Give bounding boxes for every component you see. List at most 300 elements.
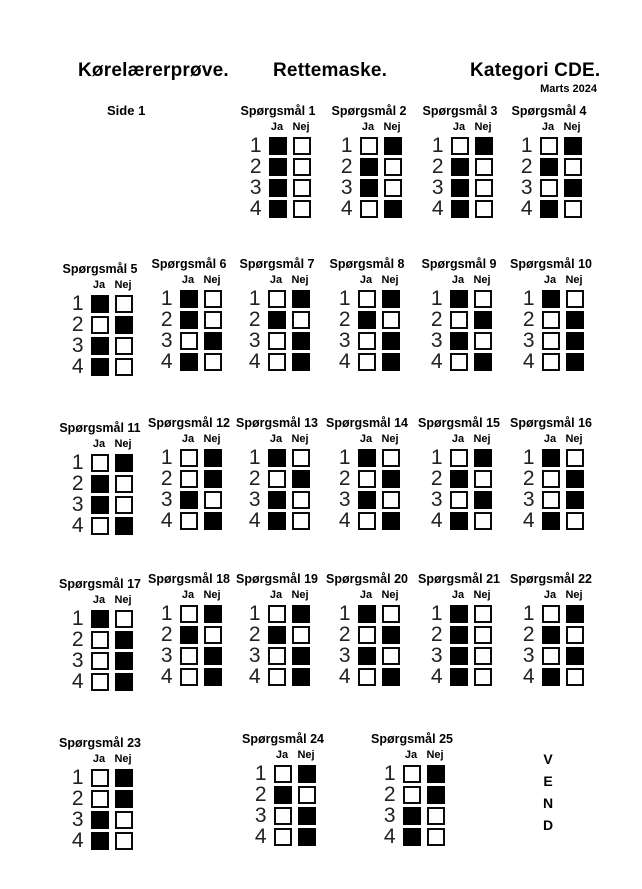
row-number: 2 [160,308,173,331]
row-number: 1 [430,602,443,625]
row-number: 4 [522,509,535,532]
ja-column-label: Ja [359,589,373,601]
row-number: 1 [430,446,443,469]
nej-checkbox [382,470,400,488]
ja-checkbox [180,470,198,488]
nej-checkbox [566,605,584,623]
answer-row [427,309,492,330]
answer-row [427,489,492,510]
ja-checkbox [91,496,109,514]
answer-rows [157,447,222,531]
row-number: 4 [71,670,84,693]
row-number: 2 [430,308,443,331]
nej-checkbox [564,200,582,218]
nej-column-label: Nej [473,589,491,601]
answer-row [157,309,222,330]
row-number: 4 [383,825,396,848]
row-number: 4 [249,197,262,220]
nej-checkbox [566,290,584,308]
ja-column-label: Ja [452,121,466,133]
question-block-20 [319,572,415,688]
ja-checkbox [403,786,421,804]
ja-column-label: Ja [543,274,557,286]
answer-row [428,156,493,177]
ja-checkbox [269,137,287,155]
row-number: 1 [522,602,535,625]
ja-nej-header [357,590,415,601]
question-block-2 [321,104,417,220]
nej-column-label: Nej [291,274,309,286]
answer-rows [246,135,311,219]
row-number: 2 [338,623,351,646]
answer-row [335,447,400,468]
answer-row [251,826,316,847]
row-number: 1 [522,446,535,469]
row-number: 4 [248,509,261,532]
nej-checkbox [475,158,493,176]
ja-checkbox [91,475,109,493]
question-block-10 [503,257,599,373]
ja-checkbox [450,512,468,530]
nej-checkbox [115,610,133,628]
ja-checkbox [269,179,287,197]
ja-checkbox [542,668,560,686]
nej-column-label: Nej [203,433,221,445]
nej-checkbox [382,449,400,467]
answer-row [246,135,311,156]
answer-row [68,335,133,356]
question-block-18 [141,572,237,688]
ja-nej-header [541,434,599,445]
nej-column-label: Nej [114,438,132,450]
row-number: 1 [340,134,353,157]
nej-checkbox [204,668,222,686]
nej-checkbox [204,470,222,488]
row-number: 1 [430,287,443,310]
question-title: Spørgsmål 15 [418,416,500,430]
nej-checkbox [204,353,222,371]
nej-checkbox [115,475,133,493]
nej-column-label: Nej [291,433,309,445]
row-number: 1 [522,287,535,310]
ja-column-label: Ja [269,589,283,601]
nej-checkbox [427,807,445,825]
row-number: 4 [522,665,535,688]
ja-checkbox [268,626,286,644]
ja-nej-header [357,275,415,286]
ja-nej-header [541,590,599,601]
ja-checkbox [268,647,286,665]
question-block-15 [411,416,507,532]
nej-checkbox [204,647,222,665]
ja-checkbox [268,290,286,308]
row-number: 2 [248,623,261,646]
question-block-19 [229,572,325,688]
vend-letter: D [542,817,554,833]
question-title: Spørgsmål 2 [331,104,407,118]
answer-row [427,645,492,666]
nej-column-label: Nej [474,121,492,133]
nej-checkbox [298,807,316,825]
ja-nej-header [267,590,325,601]
ja-checkbox [268,512,286,530]
ja-checkbox [274,765,292,783]
answer-row [380,826,445,847]
answer-row [68,452,133,473]
ja-checkbox [180,290,198,308]
row-number: 3 [430,488,443,511]
ja-column-label: Ja [361,121,375,133]
answer-rows [68,767,133,851]
row-number: 4 [71,355,84,378]
nej-column-label: Nej [565,433,583,445]
question-title: Spørgsmål 9 [421,257,497,271]
answer-row [68,515,133,536]
answer-row [157,603,222,624]
row-number: 2 [340,155,353,178]
answer-rows [245,447,310,531]
answer-row [427,624,492,645]
ja-column-label: Ja [359,274,373,286]
ja-checkbox [91,517,109,535]
question-title: Spørgsmål 4 [511,104,587,118]
nej-checkbox [382,311,400,329]
answer-row [246,177,311,198]
ja-checkbox [358,290,376,308]
row-number: 2 [338,308,351,331]
answer-row [245,489,310,510]
answer-row [245,624,310,645]
nej-column-label: Nej [565,589,583,601]
answer-row [427,468,492,489]
ja-checkbox [91,316,109,334]
question-block-16 [503,416,599,532]
nej-checkbox [115,673,133,691]
nej-column-label: Nej [203,274,221,286]
document-subtitle: Rettemaske. [273,60,388,81]
ja-checkbox [360,179,378,197]
row-number: 3 [71,334,84,357]
ja-checkbox [268,353,286,371]
vend-letter: N [542,795,554,811]
nej-checkbox [474,449,492,467]
ja-checkbox [450,311,468,329]
answer-row [157,447,222,468]
nej-checkbox [566,668,584,686]
row-number: 4 [520,197,533,220]
answer-row [519,666,584,687]
question-title: Spørgsmål 16 [510,416,592,430]
ja-checkbox [180,512,198,530]
row-number: 2 [254,783,267,806]
row-number: 2 [71,313,84,336]
nej-checkbox [204,290,222,308]
nej-checkbox [204,512,222,530]
nej-checkbox [298,828,316,846]
row-number: 4 [254,825,267,848]
answer-rows [335,288,400,372]
question-title: Spørgsmål 12 [148,416,230,430]
nej-column-label: Nej [473,433,491,445]
nej-checkbox [115,337,133,355]
row-number: 3 [338,644,351,667]
ja-checkbox [450,491,468,509]
question-block-24 [235,732,331,848]
nej-checkbox [382,668,400,686]
question-block-12 [141,416,237,532]
nej-checkbox [474,353,492,371]
ja-nej-header [267,434,325,445]
answer-rows [427,288,492,372]
question-block-8 [319,257,415,373]
nej-checkbox [382,353,400,371]
row-number: 2 [522,467,535,490]
answer-rows [427,447,492,531]
nej-checkbox [384,137,402,155]
nej-checkbox [298,786,316,804]
row-number: 4 [71,829,84,852]
ja-checkbox [403,828,421,846]
row-number: 3 [338,488,351,511]
nej-checkbox [566,332,584,350]
row-number: 2 [71,472,84,495]
ja-checkbox [268,332,286,350]
nej-checkbox [384,179,402,197]
question-title: Spørgsmål 21 [418,572,500,586]
ja-checkbox [274,828,292,846]
nej-checkbox [474,647,492,665]
ja-checkbox [450,605,468,623]
answer-row [337,156,402,177]
nej-checkbox [566,647,584,665]
answer-row [335,645,400,666]
answer-row [427,351,492,372]
row-number: 4 [248,350,261,373]
ja-checkbox [91,811,109,829]
ja-checkbox [542,605,560,623]
ja-checkbox [360,200,378,218]
ja-checkbox [180,311,198,329]
row-number: 4 [160,350,173,373]
ja-column-label: Ja [92,753,106,765]
row-number: 3 [522,488,535,511]
row-number: 3 [383,804,396,827]
ja-checkbox [358,470,376,488]
ja-checkbox [542,353,560,371]
ja-checkbox [274,786,292,804]
row-number: 2 [430,623,443,646]
nej-checkbox [427,786,445,804]
answer-row [519,645,584,666]
ja-checkbox [91,358,109,376]
row-number: 4 [522,350,535,373]
ja-nej-header [90,754,148,765]
ja-checkbox [358,311,376,329]
row-number: 3 [71,493,84,516]
nej-checkbox [292,512,310,530]
question-title: Spørgsmål 25 [371,732,453,746]
nej-checkbox [292,491,310,509]
nej-checkbox [292,647,310,665]
ja-checkbox [180,668,198,686]
nej-checkbox [292,290,310,308]
row-number: 1 [160,446,173,469]
nej-checkbox [115,832,133,850]
row-number: 4 [248,665,261,688]
ja-checkbox [450,668,468,686]
ja-checkbox [542,512,560,530]
ja-nej-header [90,280,148,291]
row-number: 4 [340,197,353,220]
nej-checkbox [292,449,310,467]
row-number: 4 [160,665,173,688]
answer-row [68,767,133,788]
nej-column-label: Nej [473,274,491,286]
nej-checkbox [204,491,222,509]
ja-checkbox [450,290,468,308]
vend-letter: E [543,773,553,789]
answer-row [68,494,133,515]
answer-row [335,603,400,624]
nej-checkbox [474,311,492,329]
row-number: 4 [338,350,351,373]
row-number: 1 [248,446,261,469]
ja-checkbox [540,158,558,176]
nej-column-label: Nej [114,594,132,606]
nej-checkbox [474,332,492,350]
ja-checkbox [91,832,109,850]
answer-row [157,330,222,351]
row-number: 2 [248,467,261,490]
answer-row [68,830,133,851]
row-number: 1 [249,134,262,157]
nej-checkbox [115,496,133,514]
row-number: 1 [383,762,396,785]
nej-checkbox [475,137,493,155]
ja-checkbox [91,790,109,808]
row-number: 3 [522,644,535,667]
question-title: Spørgsmål 10 [510,257,592,271]
row-number: 3 [430,329,443,352]
answer-row [519,489,584,510]
nej-checkbox [475,179,493,197]
question-block-17 [52,577,148,693]
ja-checkbox [358,491,376,509]
nej-column-label: Nej [291,589,309,601]
row-number: 3 [340,176,353,199]
answer-row [245,666,310,687]
nej-checkbox [474,491,492,509]
ja-checkbox [451,200,469,218]
row-number: 1 [338,602,351,625]
ja-column-label: Ja [451,589,465,601]
answer-row [519,351,584,372]
answer-rows [245,603,310,687]
answer-row [427,603,492,624]
nej-checkbox [474,470,492,488]
ja-nej-header [273,750,331,761]
date-label: Marts 2024 [540,83,597,95]
nej-checkbox [566,626,584,644]
ja-checkbox [450,470,468,488]
vend-label [536,748,560,836]
answer-row [335,666,400,687]
question-title: Spørgsmål 22 [510,572,592,586]
ja-nej-header [449,590,507,601]
ja-checkbox [450,647,468,665]
ja-checkbox [91,673,109,691]
nej-checkbox [564,137,582,155]
answer-row [68,650,133,671]
vend-letter: V [543,751,553,767]
ja-checkbox [180,626,198,644]
question-title: Spørgsmål 18 [148,572,230,586]
answer-row [157,351,222,372]
nej-column-label: Nej [426,749,444,761]
row-number: 2 [160,467,173,490]
row-number: 1 [71,766,84,789]
answer-row [68,356,133,377]
ja-checkbox [180,332,198,350]
answer-row [337,177,402,198]
nej-checkbox [293,179,311,197]
nej-checkbox [474,668,492,686]
row-number: 4 [338,665,351,688]
row-number: 2 [160,623,173,646]
nej-checkbox [427,765,445,783]
nej-checkbox [382,512,400,530]
ja-checkbox [451,179,469,197]
ja-column-label: Ja [92,438,106,450]
row-number: 1 [338,446,351,469]
answer-row [519,288,584,309]
answer-row [246,198,311,219]
row-number: 4 [430,509,443,532]
ja-checkbox [180,353,198,371]
ja-nej-header [267,275,325,286]
nej-checkbox [474,605,492,623]
ja-column-label: Ja [451,274,465,286]
nej-checkbox [115,517,133,535]
row-number: 1 [160,287,173,310]
answer-rows [519,288,584,372]
answer-row [519,309,584,330]
question-title: Spørgsmål 1 [240,104,316,118]
question-title: Spørgsmål 13 [236,416,318,430]
row-number: 1 [71,292,84,315]
answer-row [428,135,493,156]
answer-rows [428,135,493,219]
nej-column-label: Nej [563,121,581,133]
nej-checkbox [292,605,310,623]
ja-checkbox [91,337,109,355]
answer-row [251,763,316,784]
nej-checkbox [566,353,584,371]
question-title: Spørgsmål 8 [329,257,405,271]
ja-checkbox [91,769,109,787]
answer-row [157,489,222,510]
answer-row [335,489,400,510]
answer-row [517,198,582,219]
ja-checkbox [542,332,560,350]
row-number: 2 [71,787,84,810]
answer-row [335,288,400,309]
answer-row [519,624,584,645]
answer-rows [335,603,400,687]
question-block-5 [52,262,148,378]
answer-row [68,788,133,809]
answer-row [245,309,310,330]
